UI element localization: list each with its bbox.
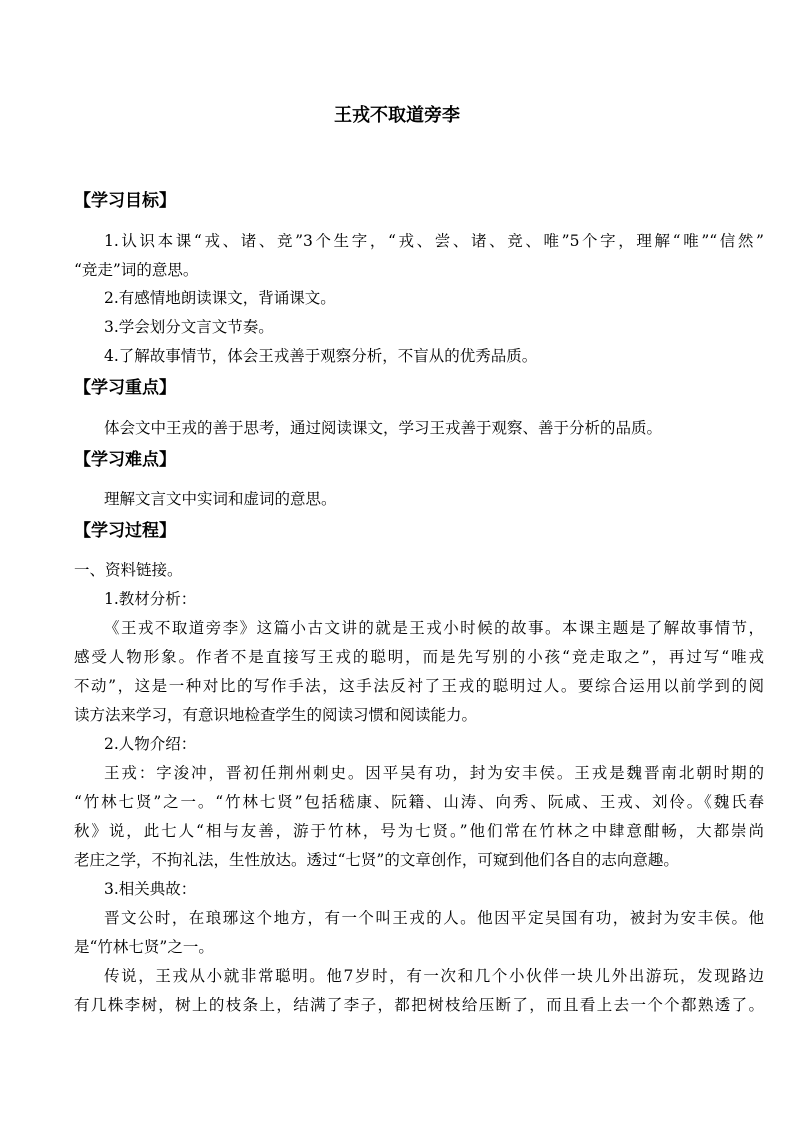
process-line: 3.相关典故： (104, 880, 197, 898)
process-line: 有几株李树，树上的枝条上，结满了李子，都把树枝给压断了，而且看上去一个个都熟透了。 (74, 996, 764, 1014)
process-line: 一、资料链接。 (74, 561, 183, 579)
process-line: 是“竹林七贤”之一。 (74, 938, 214, 956)
key-point-line: 体会文中王戎的善于思考，通过阅读课文，学习王戎善于观察、善于分析的品质。 (104, 419, 663, 437)
process-line: “竹林七贤”之一。“竹林七贤”包括嵇康、阮籍、山涛、向秀、阮咸、王戎、刘伶。《魏氏春 (74, 793, 764, 811)
process-line: 传说，王戎从小就非常聪明。他7岁时，有一次和几个小伙伴一块儿外出游玩，发现路边 (104, 967, 764, 985)
process-line: 晋文公时，在琅琊这个地方，有一个叫王戎的人。他因平定吴国有功，被封为安丰侯。他 (104, 909, 764, 927)
heading-process: 【学习过程】 (74, 521, 176, 541)
process-line: 不动”，这是一种对比的写作手法，这手法反衬了王戎的聪明过人。要综合运用以前学到的阅 (74, 677, 764, 695)
process-line: 王戎：字浚冲，晋初任荆州刺史。因平吴有功，封为安丰侯。王戎是魏晋南北朝时期的 (104, 764, 764, 782)
heading-key-points: 【学习重点】 (74, 378, 176, 398)
goal-line: 4.了解故事情节，体会王戎善于观察分析，不盲从的优秀品质。 (104, 347, 538, 365)
goal-line: 2.有感情地朗读课文，背诵课文。 (104, 289, 336, 307)
process-line: 秋》说，此七人“相与友善，游于竹林，号为七贤。”他们常在竹林之中肆意酣畅，大都崇尚 (74, 822, 764, 840)
page-title: 王戎不取道旁李 (334, 105, 460, 126)
goal-line: “竞走”词的意思。 (74, 261, 199, 279)
heading-goals: 【学习目标】 (74, 191, 176, 211)
goal-line: 1.认识本课“戎、诸、竞”3个生字，“戎、尝、诸、竞、唯”5个字，理解“唯”“信然” (104, 232, 764, 250)
process-line: 感受人物形象。作者不是直接写王戎的聪明，而是先写别的小孩“竞走取之”，再过写“唯戎 (74, 648, 764, 666)
process-line: 《王戎不取道旁李》这篇小古文讲的就是王戎小时候的故事。本课主题是了解故事情节， (104, 619, 764, 637)
process-line: 2.人物介绍： (104, 735, 197, 753)
heading-difficulties: 【学习难点】 (74, 450, 176, 470)
process-line: 老庄之学，不拘礼法，生性放达。透过“七贤”的文章创作，可窥到他们各自的志向意趣。 (74, 851, 679, 869)
goal-line: 3.学会划分文言文节奏。 (104, 318, 274, 336)
difficulty-line: 理解文言文中实词和虚词的意思。 (104, 490, 337, 508)
process-line: 读方法来学习，有意识地检查学生的阅读习惯和阅读能力。 (74, 706, 478, 724)
process-line: 1.教材分析： (104, 590, 197, 608)
